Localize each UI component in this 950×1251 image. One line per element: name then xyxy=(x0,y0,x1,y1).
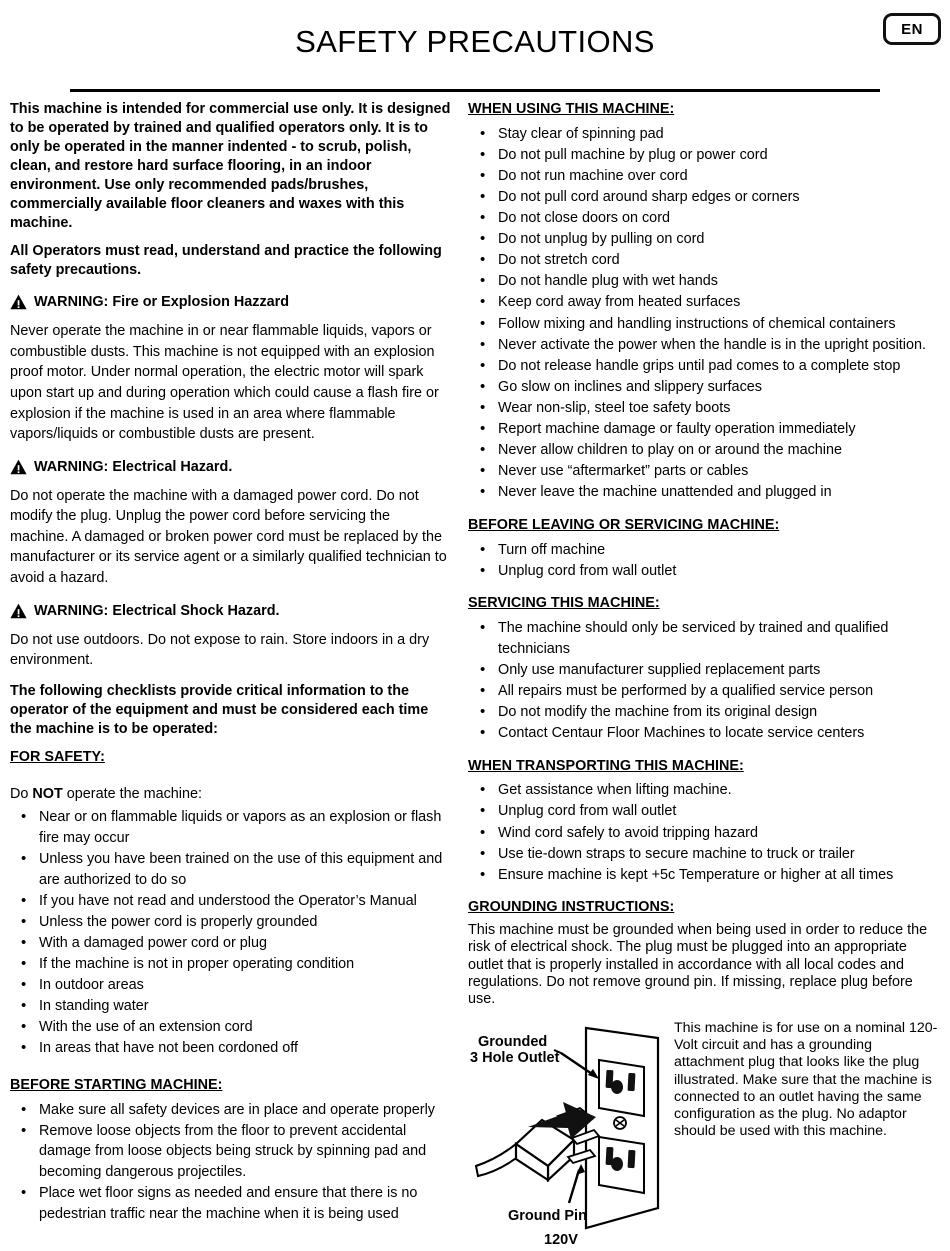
list-item: • In outdoor areas xyxy=(10,975,452,996)
warning-shock-label: WARNING: Electrical Shock Hazard. xyxy=(34,602,280,619)
warning-fire-body: Never operate the machine in or near flammable liquids, vapors or combustible dusts. This machine is not equipped with an explosion proof motor. Under normal operation, the electric motor will spark upon start up and during operation which could cause a flash fire or explosion if the machine is used in an area where flammable vapors/liquids or combustible dusts are present. xyxy=(10,323,439,443)
grounded-outlet-illustration xyxy=(468,1020,668,1246)
transporting-heading: WHEN TRANSPORTING THIS MACHINE: xyxy=(468,757,744,774)
page-header xyxy=(0,0,950,100)
list-item: • Do not modify the machine from its original design xyxy=(468,702,942,723)
list-item: • Get assistance when lifting machine. xyxy=(468,780,942,801)
language-badge[interactable] xyxy=(883,13,941,45)
list-item: • Near or on flammable liquids or vapors as an explosion or flash fire may occur xyxy=(10,807,452,848)
list-item: • If you have not read and understood the Operator’s Manual xyxy=(10,891,452,912)
do-not-operate-lead-suffix: operate the machine: xyxy=(62,785,202,802)
list-item: • Unless you have been trained on the use of this equipment and are authorized to do so xyxy=(10,849,452,890)
before-leaving-heading-wrap xyxy=(468,516,942,538)
list-item: • Remove loose objects from the floor to prevent accidental damage from loose objects being struck by spinning pad and becoming dangerous projectiles. xyxy=(10,1121,452,1183)
list-item: • Unplug cord from wall outlet xyxy=(468,801,942,822)
language-badge-label: EN xyxy=(901,20,923,38)
when-using-heading-wrap xyxy=(468,100,942,122)
outlet-label-line2: 3 Hole Outlet xyxy=(470,1050,560,1067)
transporting-list xyxy=(468,780,942,885)
list-item: • Only use manufacturer supplied replacement parts xyxy=(468,660,942,681)
right-column xyxy=(462,100,942,1246)
list-item: • Place wet floor signs as needed and ensure that there is no pedestrian traffic near the machine when it is being used xyxy=(10,1183,452,1224)
outlet-label-line1: Grounded xyxy=(478,1034,548,1051)
list-item: • Follow mixing and handling instructions of chemical containers xyxy=(468,314,942,335)
transporting-heading-wrap xyxy=(468,757,942,779)
list-item: • Use tie-down straps to secure machine to truck or trailer xyxy=(468,844,942,865)
ground-pin-label: Ground Pin xyxy=(508,1208,587,1225)
list-item: • Go slow on inclines and slippery surfaces xyxy=(468,377,942,398)
do-not-operate-lead xyxy=(10,784,452,805)
warning-electrical-body: Do not operate the machine with a damaged power cord. Do not modify the plug. Unplug the power cord before servicing the machine. A damaged or broken power cord must be replaced by the manufacturer or its service agent or a similarly qualified technician to avoid a hazard. xyxy=(10,487,447,587)
list-item: • Never activate the power when the handle is in the upright position. xyxy=(468,335,942,356)
left-column xyxy=(10,100,462,1225)
list-item: • Do not release handle grips until pad comes to a complete stop xyxy=(468,356,942,377)
list-item: • Never use “aftermarket” parts or cables xyxy=(468,461,942,482)
list-item: • In areas that have not been cordoned off xyxy=(10,1038,452,1059)
grounding-side-text: This machine is for use on a nominal 120-Volt circuit and has a grounding attachment plug that looks like the plug illustrated. Make sure that the machine is connected to an outlet having the same configuration as the plug. No adaptor should be used with this machine. xyxy=(674,1020,938,1139)
list-item: • Do not pull cord around sharp edges or corners xyxy=(468,187,942,208)
list-item: • Contact Centaur Floor Machines to locate service centers xyxy=(468,723,942,744)
list-item: • Stay clear of spinning pad xyxy=(468,124,942,145)
list-item: • Do not pull machine by plug or power cord xyxy=(468,145,942,166)
warning-triangle-icon xyxy=(10,603,27,619)
list-item: • Never leave the machine unattended and plugged in xyxy=(468,482,942,503)
servicing-heading-wrap xyxy=(468,594,942,616)
for-safety-heading-wrap xyxy=(10,748,452,770)
grounding-side-text-wrap xyxy=(668,1020,942,1139)
servicing-heading: SERVICING THIS MACHINE: xyxy=(468,595,660,612)
grounding-heading-wrap xyxy=(468,898,942,920)
list-item: • If the machine is not in proper operating condition xyxy=(10,954,452,975)
checklist-paragraph: The following checklists provide critical information to the operator of the equipment and must be considered each time the machine is to be operated: xyxy=(10,682,429,737)
list-item: • Do not unplug by pulling on cord xyxy=(468,229,942,250)
page-title: SAFETY PRECAUTIONS xyxy=(295,24,655,59)
warning-electrical-label: WARNING: Electrical Hazard. xyxy=(34,458,233,475)
when-using-list xyxy=(468,124,942,503)
grounding-heading: GROUNDING INSTRUCTIONS: xyxy=(468,899,675,916)
warning-triangle-icon xyxy=(10,294,27,310)
operators-paragraph: All Operators must read, understand and practice the following safety precautions. xyxy=(10,243,442,279)
outlet-diagram xyxy=(468,1020,668,1246)
list-item: • Unless the power cord is properly grounded xyxy=(10,912,452,933)
list-item: • Unplug cord from wall outlet xyxy=(468,561,942,582)
grounding-body: This machine must be grounded when being used in order to reduce the risk of electrical shock. The plug must be plugged into an appropriate outlet that is properly installed in accordance with all local codes and regulations. Do not remove ground pin. If missing, replace plug before use. xyxy=(468,922,928,1008)
list-item: • Ensure machine is kept +5c Temperature or higher at all times xyxy=(468,865,942,886)
for-safety-list xyxy=(10,807,452,1059)
list-item: • In standing water xyxy=(10,996,452,1017)
before-starting-heading: BEFORE STARTING MACHINE: xyxy=(10,1076,223,1093)
warning-shock-body: Do not use outdoors. Do not expose to rain. Store indoors in a dry environment. xyxy=(10,631,430,669)
before-starting-list xyxy=(10,1100,452,1225)
content-columns xyxy=(0,100,950,1246)
for-safety-heading: FOR SAFETY: xyxy=(10,748,105,765)
intro-paragraph: This machine is intended for commercial use only. It is designed to be operated by trained and qualified operators only. It is to only be operated in the manner indented - to scrub, polish, clean, and restore hard surface flooring, in an indoor environment. Use only recommended pads/brushes, commercially available floor cleaners and waxes with this machine. xyxy=(10,101,451,232)
list-item: • Wind cord safely to avoid tripping hazard xyxy=(468,823,942,844)
list-item: • Do not handle plug with wet hands xyxy=(468,271,942,292)
warning-triangle-icon xyxy=(10,459,27,475)
list-item: • With the use of an extension cord xyxy=(10,1017,452,1038)
servicing-list xyxy=(468,618,942,744)
grounding-figure-block xyxy=(468,1020,942,1246)
do-not-operate-lead-bold: NOT xyxy=(32,785,63,802)
list-item: • Keep cord away from heated surfaces xyxy=(468,292,942,313)
list-item: • With a damaged power cord or plug xyxy=(10,933,452,954)
list-item: • Make sure all safety devices are in place and operate properly xyxy=(10,1100,452,1121)
warning-fire-label: WARNING: Fire or Explosion Hazzard xyxy=(34,294,290,311)
before-starting-heading-wrap xyxy=(10,1076,452,1098)
when-using-heading: WHEN USING THIS MACHINE: xyxy=(468,101,675,117)
list-item: • Do not stretch cord xyxy=(468,250,942,271)
title-divider xyxy=(70,89,880,92)
warning-shock-heading xyxy=(10,603,452,619)
list-item: • Do not run machine over cord xyxy=(468,166,942,187)
list-item: • Turn off machine xyxy=(468,540,942,561)
list-item: • Never allow children to play on or around the machine xyxy=(468,440,942,461)
warning-fire-heading xyxy=(10,294,452,310)
before-leaving-list xyxy=(468,540,942,582)
list-item: • Report machine damage or faulty operation immediately xyxy=(468,419,942,440)
voltage-label: 120V xyxy=(544,1232,578,1247)
warning-electrical-heading xyxy=(10,459,452,475)
list-item: • The machine should only be serviced by trained and qualified technicians xyxy=(468,618,942,659)
before-leaving-heading: BEFORE LEAVING OR SERVICING MACHINE: xyxy=(468,516,780,533)
list-item: • Do not close doors on cord xyxy=(468,208,942,229)
list-item: • Wear non-slip, steel toe safety boots xyxy=(468,398,942,419)
list-item: • All repairs must be performed by a qualified service person xyxy=(468,681,942,702)
do-not-operate-lead-prefix: Do xyxy=(10,785,33,802)
